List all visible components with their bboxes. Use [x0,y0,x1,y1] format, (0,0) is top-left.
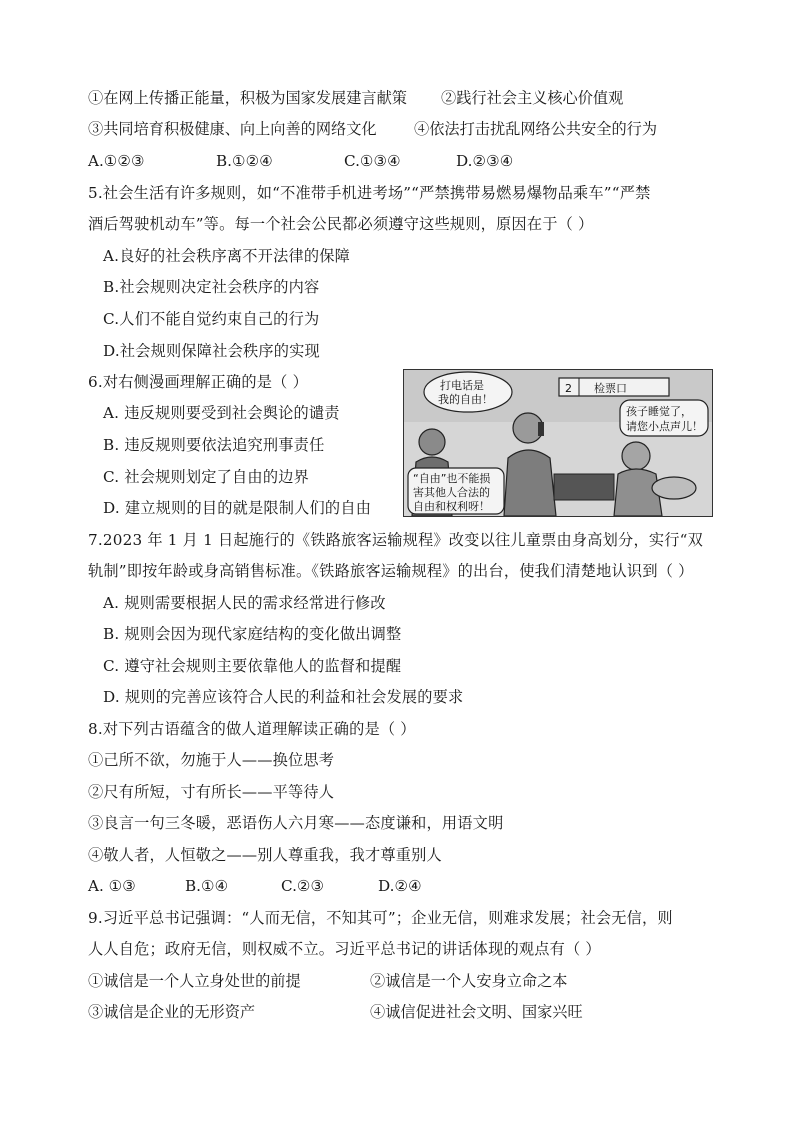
caption-line1: “自由”也不能损 [413,472,491,485]
mother-head [622,442,650,470]
q6-stem: 6.对右侧漫画理解正确的是（ ） [88,373,308,391]
q7-option-d: D. 规则的完善应该符合人民的利益和社会发展的要求 [103,688,464,706]
q8-item-3: ③良言一句三冬暖，恶语伤人六月寒——态度谦和，用语文明 [88,814,504,832]
answer-b: B.①②④ [216,152,273,170]
q8-stem: 8.对下列古语蕴含的做人道理解读正确的是（ ） [88,720,416,738]
q8-item-4: ④敬人者，人恒敬之——别人尊重我，我才尊重别人 [88,846,442,864]
caption-line3: 自由和权利呀！ [413,500,490,513]
luggage [554,474,614,500]
answer-d: D.②③④ [456,152,514,170]
bubble-left-line1: 打电话是 [440,379,484,392]
q9-option-1: ①诚信是一个人立身处世的前提 [88,972,301,990]
speech-bubble-left [424,372,512,412]
bubble-left-line2: 我的自由！ [438,393,493,406]
q8-item-1: ①己所不欲，勿施于人——换位思考 [88,751,335,769]
answer-c: C.①③④ [344,152,401,170]
q8-answer-a: A. ①③ [88,877,136,895]
q7-option-b: B. 规则会因为现代家庭结构的变化做出调整 [103,625,402,643]
sign-number: 2 [565,382,572,395]
q6-option-c: C. 社会规则划定了自由的边界 [103,468,309,486]
q7-stem-line2: 轨制”即按年龄或身高销售标准。《铁路旅客运输规程》的出台，使我们清楚地认识到（ ） [88,562,694,580]
q7-option-c: C. 遵守社会规则主要依靠他人的监督和提醒 [103,657,402,675]
q5-stem-line2: 酒后驾驶机动车”等。每一个社会公民都必须遵守这些规则，原因在于（ ） [88,215,594,233]
q6-option-a: A. 违反规则要受到社会舆论的谴责 [103,404,340,422]
option-2: ②践行社会主义核心价值观 [441,89,624,107]
q5-stem-line1: 5.社会生活有许多规则，如“不准带手机进考场”“严禁携带易燃易爆物品乘车”“严禁 [88,184,651,202]
q9-stem-line1: 9.习近平总书记强调：“人而无信，不知其可”；企业无信，则难求发展；社会无信，则 [88,909,673,927]
q8-item-2: ②尺有所短，寸有所长——平等待人 [88,783,335,801]
q8-answer-d: D.②④ [378,877,422,895]
phone-icon [538,422,544,436]
q9-option-3: ③诚信是企业的无形资产 [88,1003,256,1021]
q7-stem-line1: 7.2023 年 1 月 1 日起施行的《铁路旅客运输规程》改变以往儿童票由身高划分，实行“双 [88,531,703,549]
caption-line2: 害其他人合法的 [413,486,490,499]
q9-option-4: ④诚信促进社会文明、国家兴旺 [370,1003,583,1021]
sleeping-child [652,477,696,499]
q9-option-2: ②诚信是一个人安身立命之本 [370,972,568,990]
bystander-head [419,429,445,455]
q5-option-a: A.良好的社会秩序离不开法律的保障 [103,247,351,265]
bubble-right-line1: 孩子睡觉了， [626,405,692,418]
q6-option-b: B. 违反规则要依法追究刑事责任 [103,436,325,454]
q6-option-d: D. 建立规则的目的就是限制人们的自由 [103,499,372,517]
q5-option-d: D.社会规则保障社会秩序的实现 [103,342,320,360]
sign-text: 检票口 [594,382,627,395]
q8-answer-b: B.①④ [185,877,229,895]
q5-option-c: C.人们不能自觉约束自己的行为 [103,310,320,328]
answer-a: A.①②③ [88,152,145,170]
q9-stem-line2: 人人自危；政府无信，则权威不立。习近平总书记的讲话体现的观点有（ ） [88,940,601,958]
q7-option-a: A. 规则需要根据人民的需求经常进行修改 [103,594,386,612]
man-body [504,450,556,516]
comic-drawing [404,370,712,516]
option-1: ①在网上传播正能量，积极为国家发展建言献策 [88,89,407,107]
option-4: ④依法打击扰乱网络公共安全的行为 [414,120,657,138]
comic-illustration [403,369,713,517]
q5-option-b: B.社会规则决定社会秩序的内容 [103,278,320,296]
option-3: ③共同培育积极健康、向上向善的网络文化 [88,120,377,138]
q8-answer-c: C.②③ [281,877,325,895]
bubble-right-line2: 请您小点声儿！ [626,420,703,433]
